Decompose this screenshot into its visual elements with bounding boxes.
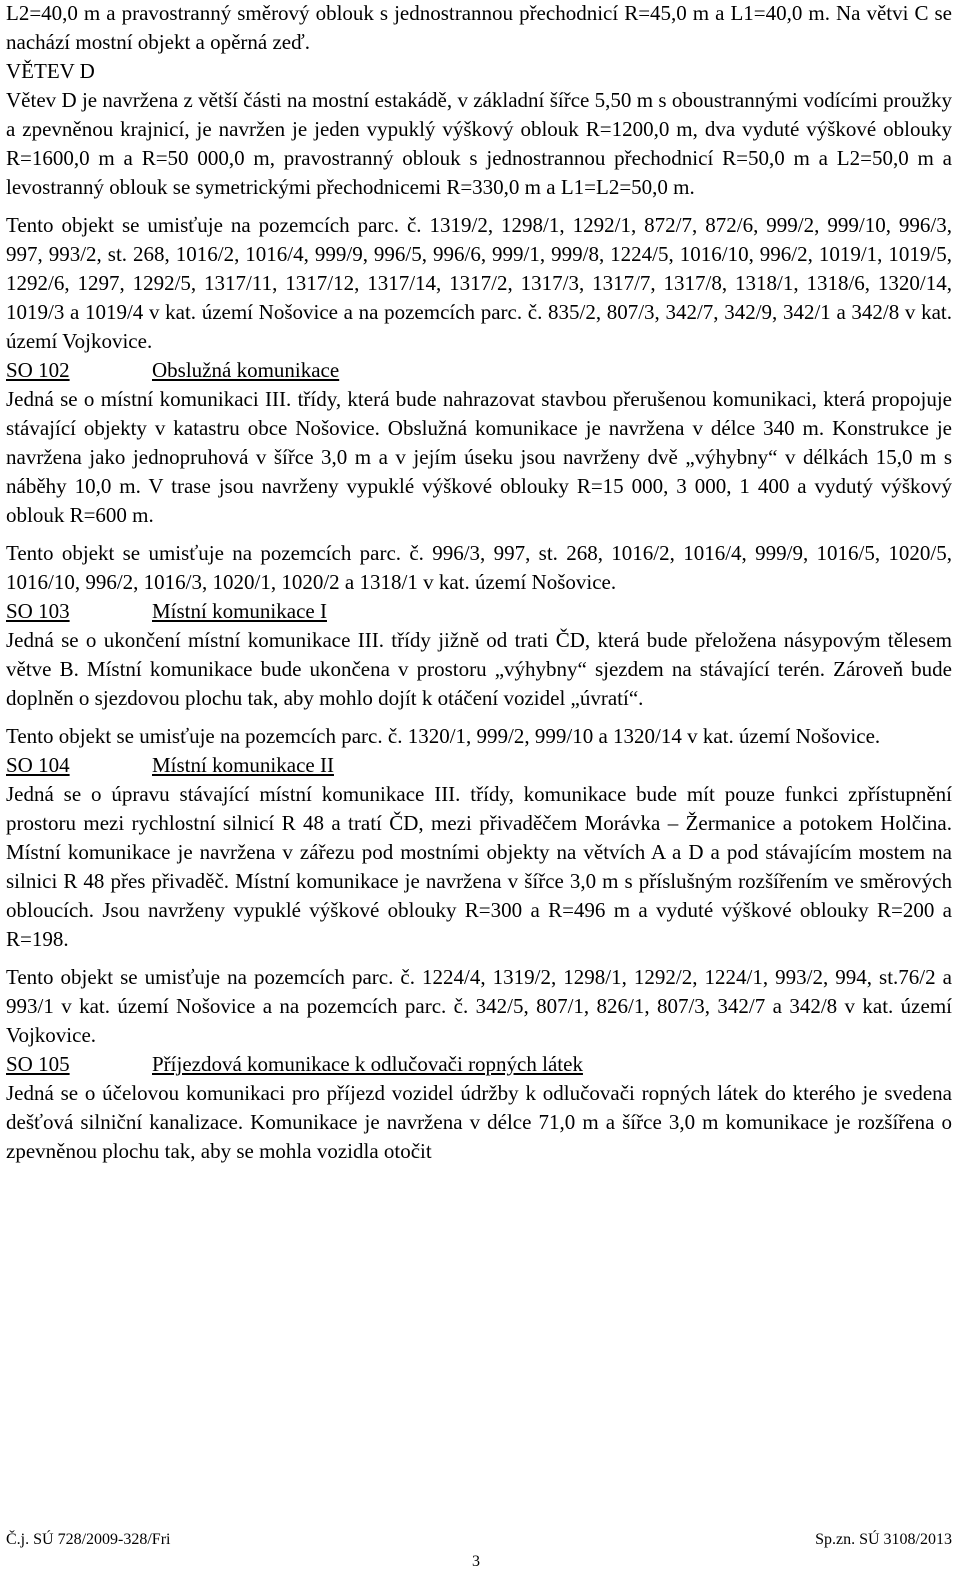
so105-code: SO 105 (6, 1052, 70, 1076)
so105-name: Příjezdová komunikace k odlučovači ropných látek (152, 1052, 583, 1076)
page-number: 3 (472, 1553, 480, 1570)
so103-name: Místní komunikace I (152, 599, 327, 623)
so102-paragraph: Jedná se o místní komunikaci III. třídy, která bude nahrazovat stavbou přerušenou komunikaci, která propojuje stávající objekty v katastru obce Nošovice. Obslužná komunikace je navržena v délce 340 m. Konstrukce je navržena jako jednopruhová v šířce 3,0 m a v jejím úseku jsou navrženy dvě „výhybny“ v délkách 15,0 m s náběhy 10,0 m. V trase jsou navrženy vypuklé výškové oblouky R=15 000, 3 000, 1 400 a vydutý výškový oblouk R=600 m. (6, 387, 952, 527)
so104-name: Místní komunikace II (152, 753, 334, 777)
so103-heading (6, 597, 952, 626)
so104-code: SO 104 (6, 753, 70, 777)
so105-paragraph: Jedná se o účelovou komunikaci pro příjezd vozidel údržby k odlučovači ropných látek do kterého je svedena dešťová silniční kanalizace. Komunikace je navržena v délce 71,0 m a šířce 3,0 m komunikace je rozšířena o zpevněnou plochu tak, aby se mohla vozidla otočit (6, 1081, 952, 1163)
so104-heading (6, 751, 952, 780)
so103-code: SO 103 (6, 599, 70, 623)
so102-code: SO 102 (6, 358, 70, 382)
so104-paragraph: Jedná se o úpravu stávající místní komunikace III. třídy, komunikace bude mít pouze funkci zpřístupnění prostoru mezi rychlostní silnicí R 48 a tratí ČD, mezi přivaděčem Morávka – Žermanice a potokem Holčina. Místní komunikace je navržena v zářezu pod mostními objekty na větvích A a D a pod stávajícím mostem na silnici R 48 přes přivaděč. Místní komunikace je navržena v šířce 3,0 m s příslušným rozšířením ve směrových obloucích. Jsou navrženy vypuklé výškové oblouky R=300 a R=496 m a vyduté výškové oblouky R=200 a R=198. (6, 782, 952, 951)
branch-d-title: VĚTEV D (6, 59, 95, 83)
document-body (6, 0, 952, 1166)
so105-heading (6, 1050, 952, 1079)
so103-paragraph: Jedná se o ukončení místní komunikace III. třídy jižně od trati ČD, která bude přeložena násypovým tělesem větve B. Místní komunikace bude ukončena v prostoru „výhybny“ sjezdem na stávající terén. Zároveň bude doplněn o sjezdovou plochu tak, aby mohlo dojít k otáčení vozidel „úvratí“. (6, 628, 952, 710)
file-number: Sp.zn. SÚ 3108/2013 (815, 1531, 952, 1548)
so102-heading (6, 356, 952, 385)
so104-location: Tento objekt se umisťuje na pozemcích parc. č. 1224/4, 1319/2, 1298/1, 1292/2, 1224/1, 993/2, 994, st.76/2 a 993/1 v kat. území Nošovice a na pozemcích parc. č. 342/5, 807/1, 826/1, 807/3, 342/7 a 342/8 v kat. území Vojkovice. (6, 965, 952, 1047)
reference-number: Č.j. SÚ 728/2009-328/Fri (6, 1531, 171, 1548)
branch-d-location: Tento objekt se umisťuje na pozemcích parc. č. 1319/2, 1298/1, 1292/1, 872/7, 872/6, 999/2, 999/10, 996/3, 997, 993/2, st. 268, 1016/2, 1016/4, 999/9, 996/5, 996/6, 999/1, 999/8, 1224/5, 1016/10, 996/2, 1019/1, 1019/5, 1292/6, 1297, 1292/5, 1317/11, 1317/12, 1317/14, 1317/2, 1317/3, 1317/7, 1317/8, 1318/1, 1318/6, 1320/14, 1019/3 a 1019/4 v kat. území Nošovice a na pozemcích parc. č. 835/2, 807/3, 342/7, 342/9, 342/1 a 342/8 v kat. území Vojkovice. (6, 213, 952, 353)
so102-location: Tento objekt se umisťuje na pozemcích parc. č. 996/3, 997, st. 268, 1016/2, 1016/4, 999/9, 1016/5, 1020/5, 1016/10, 996/2, 1016/3, 1020/1, 1020/2 a 1318/1 v kat. území Nošovice. (6, 541, 952, 594)
so102-name: Obslužná komunikace (152, 358, 340, 382)
branch-d-paragraph: Větev D je navržena z větší části na mostní estakádě, v základní šířce 5,50 m s oboustrannými vodícími proužky a zpevněnou krajnicí, je navržen je jeden vypuklý výškový oblouk R=1200,0 m, dva vyduté výškové oblouky R=1600,0 m a R=50 000,0 m, pravostranný oblouk s jednostrannou přechodnicí R=50,0 m a L2=50,0 m a levostranný oblouk se symetrickými přechodnicemi R=330,0 m a L1=L2=50,0 m. (6, 88, 952, 199)
intro-paragraph: L2=40,0 m a pravostranný směrový oblouk s jednostrannou přechodnicí R=45,0 m a L1=40,0 m. Na větvi C se nachází mostní objekt a opěrná zeď. (6, 1, 952, 54)
so103-location: Tento objekt se umisťuje na pozemcích parc. č. 1320/1, 999/2, 999/10 a 1320/14 v kat. území Nošovice. (6, 724, 881, 748)
